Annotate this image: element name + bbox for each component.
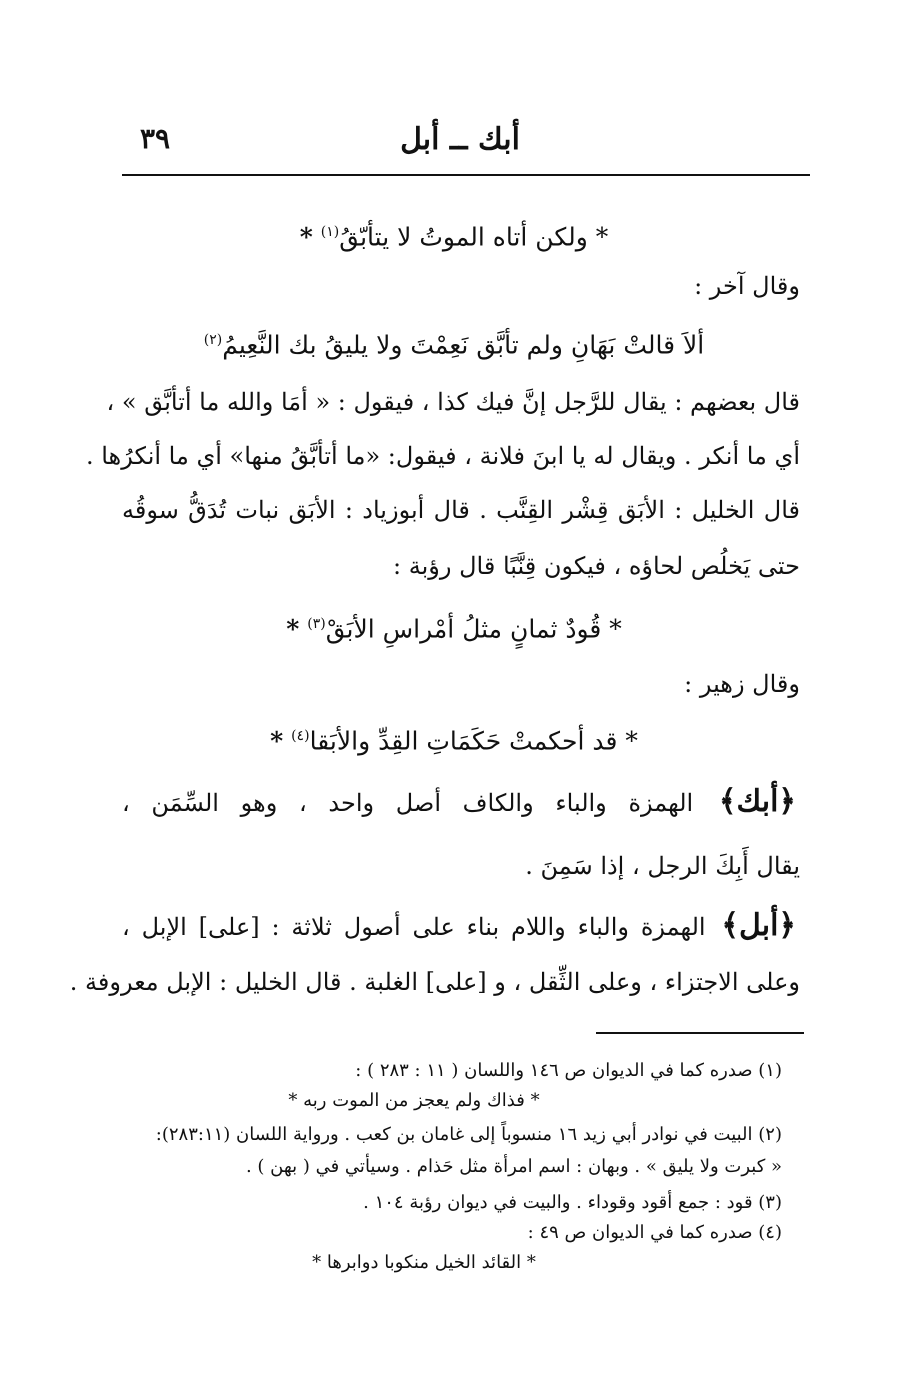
- body-line-2: وقال آخر :: [694, 272, 800, 300]
- verse-text: * قُودٌ ثمانٍ مثلُ أمْراسِ الأبَقْ: [325, 614, 622, 644]
- verse-text: * ولكن أتاه الموتُ لا يتأبّقُ: [339, 222, 609, 252]
- footnote-3: (٣) قود : جمع أقود وقوداء . والبيت في ديوان رؤبة ١٠٤ .: [363, 1192, 782, 1213]
- footnote-2-cont: « كبرت ولا يليق » . وبهان : اسم امرأة مثل حَذام . وسيأتي في ( بهن ) .: [245, 1156, 782, 1177]
- body-line-12: يقال أَبِكَ الرجل ، إذا سَمِنَ .: [525, 852, 800, 880]
- entry-abk: [122, 782, 800, 823]
- footnote-ref-3: (٣): [307, 616, 326, 632]
- verse-text: ألاَ قالتْ بَهَانِ ولم تأبَّق نَعِمْتَ ولا يليقُ بك النَّعِيمُ: [222, 330, 705, 360]
- body-line-5: أي ما أنكر . ويقال له يا ابنَ فلانة ، فيقول: «ما أتأبَّقُ منها» أي ما أنكرُها .: [85, 442, 800, 470]
- body-line-14: وعلى الاجتزاء ، وعلى الثِّقل ، و [على] الغلبة . قال الخليل : الإبل معروفة .: [69, 968, 800, 996]
- entry-abl: [122, 906, 800, 947]
- entry-text: الهمزة والباء والكاف أصل واحد ، وهو السِّمَن ،: [122, 789, 694, 817]
- footnote-rule: [596, 1032, 804, 1034]
- verse-star: *: [286, 614, 300, 644]
- root-heading-abk: ﴿أبك﴾: [718, 784, 796, 819]
- header-rule: [122, 174, 810, 176]
- footnote-4: (٤) صدره كما في الديوان ص ٤٩ :: [527, 1222, 782, 1243]
- verse-line-3: [130, 320, 778, 365]
- body-line-7: حتى يَخلُص لحاؤه ، فيكون قِنَّبًا قال رؤبة :: [393, 552, 800, 580]
- page-number: ٣٩: [140, 122, 171, 155]
- verse-star: *: [299, 222, 313, 252]
- body-line-6: قال الخليل : الأبَق قِشْر القِنَّب . قال أبوزياد : الأبَق نبات تُدَقُّ سوقُه: [122, 496, 800, 524]
- footnote-4-verse: * القائد الخيل منكوبا دوابرها *: [312, 1252, 536, 1273]
- verse-line-8: [130, 604, 778, 649]
- body-line-9: وقال زهير :: [684, 670, 800, 698]
- verse-text: * قد أحكمتْ حَكَمَاتِ القِدِّ والأبَقا: [309, 726, 638, 756]
- verse-line-1: [130, 212, 778, 257]
- footnote-ref-1: (١): [320, 224, 340, 240]
- verse-star: *: [270, 726, 284, 756]
- footnote-ref-4: (٤): [291, 728, 310, 744]
- footnote-1-verse: * فذاك ولم يعجز من الموت ربه *: [288, 1090, 540, 1111]
- root-heading-abl: ﴿أبل﴾: [721, 908, 796, 943]
- footnote-ref-2: (٢): [203, 332, 223, 348]
- entry-text: الهمزة والباء واللام بناء على أصول ثلاثة : [على] الإبل ،: [122, 913, 706, 941]
- footnote-2: (٢) البيت في نوادر أبي زيد ١٦ منسوباً إلى غامان بن كعب . ورواية اللسان (٢٨٣:١١):: [155, 1124, 782, 1145]
- running-head: أبك ــ أبل: [400, 122, 520, 157]
- verse-line-10: [130, 716, 778, 761]
- body-line-4: قال بعضهم : يقال للرَّجل إنَّ فيك كذا ، فيقول : « أمَا والله ما أتأبَّق » ،: [106, 388, 800, 416]
- footnote-1: (١) صدره كما في الديوان ص ١٤٦ واللسان ( ١١ : ٢٨٣ ) :: [355, 1060, 782, 1081]
